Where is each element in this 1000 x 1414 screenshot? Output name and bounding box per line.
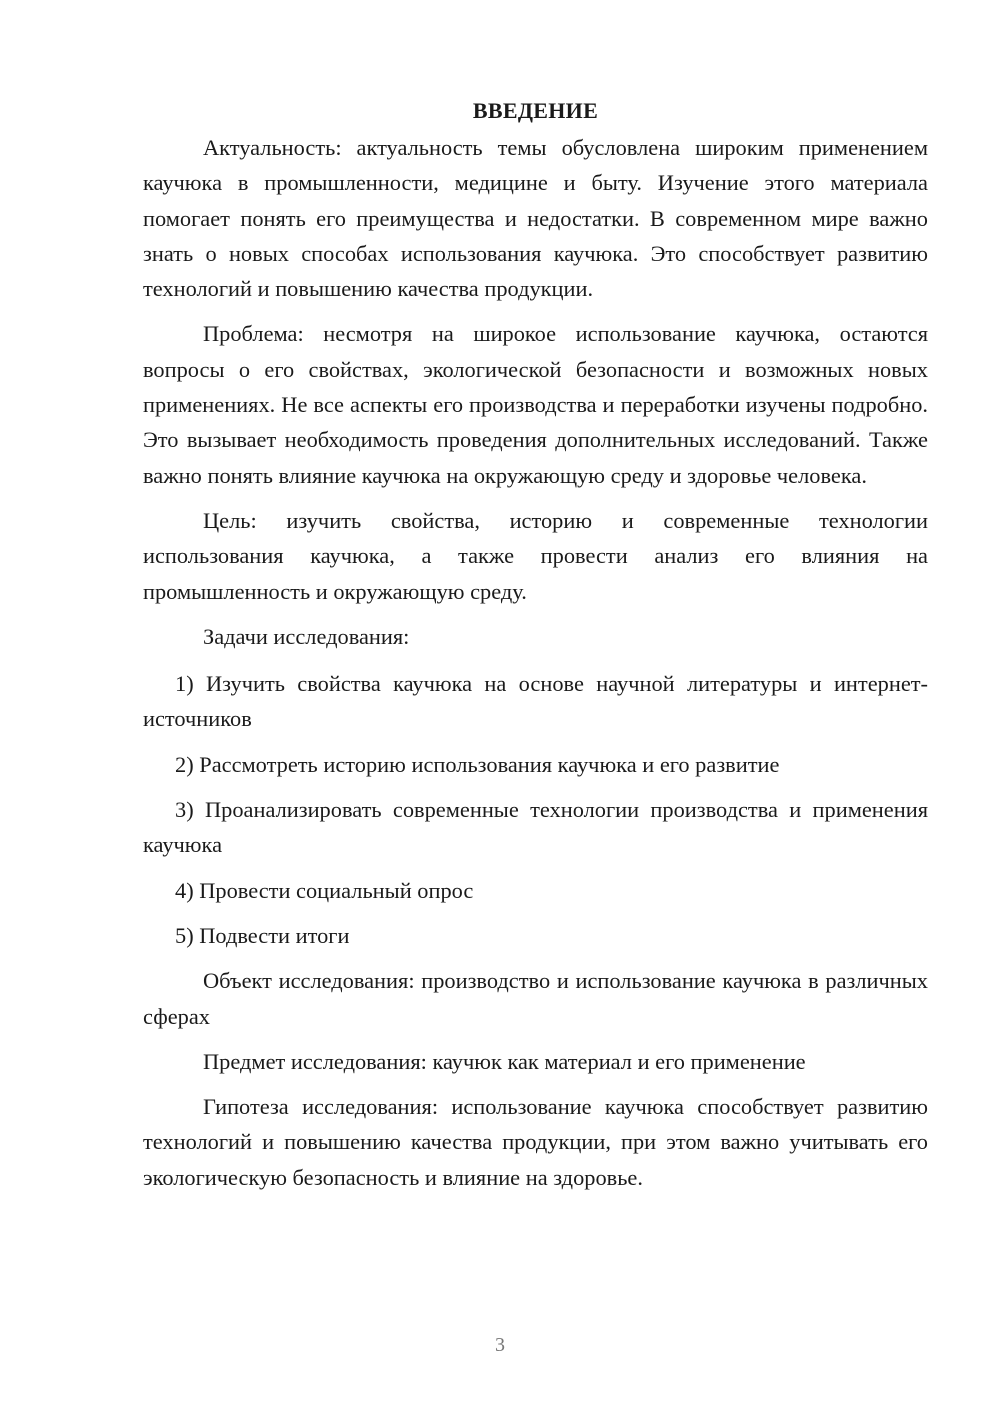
paragraph-hypothesis: Гипотеза исследования: использование каучюка способствует развитию технологий и повышению качества продукции, при этом важно учитывать его экологическую безопасность и влияние на здоровье. <box>143 1094 928 1190</box>
page-number: 3 <box>495 1334 505 1356</box>
task-item-5: 5) Подвести итоги <box>175 922 350 948</box>
paragraph-problem: Проблема: несмотря на широкое использование каучюка, остаются вопросы о его свойствах, экологической безопасности и возможных новых применениях. Не все аспекты его производства и переработки изучены подробно. Это вызывает необходимость проведения дополнительных исследований. Также важно понять влияние каучюка на окружающую среду и здоровье человека. <box>143 321 928 488</box>
task-item-3: 3) Проанализировать современные технологии производства и применения каучюка <box>143 797 928 858</box>
paragraph-relevance: Актуальность: актуальность темы обусловлена широким применением каучюка в промышленности, медицине и быту. Изучение этого материала помогает понять его преимущества и недостатки. В современном мире важно знать о новых способах использования каучюка. Это способствует развитию технологий и повышению качества продукции. <box>143 135 928 302</box>
section-title: ВВЕДЕНИЕ <box>472 98 599 123</box>
task-item-1: 1) Изучить свойства каучюка на основе научной литературы и интернет-источников <box>143 671 928 732</box>
paragraph-object: Объект исследования: производство и использование каучюка в различных сферах <box>143 968 928 1029</box>
paragraph-subject: Предмет исследования: каучюк как материал и его применение <box>203 1048 806 1074</box>
paragraph-goal: Цель: изучить свойства, историю и современные технологии использования каучюка, а также провести анализ его влияния на промышленность и окружающую среду. <box>143 507 928 604</box>
paragraph-tasks-heading: Задачи исследования: <box>203 623 410 649</box>
task-item-4: 4) Провести социальный опрос <box>175 877 474 903</box>
task-item-2: 2) Рассмотреть историю использования каучюка и его развитие <box>175 751 780 777</box>
document-page <box>143 96 928 1205</box>
